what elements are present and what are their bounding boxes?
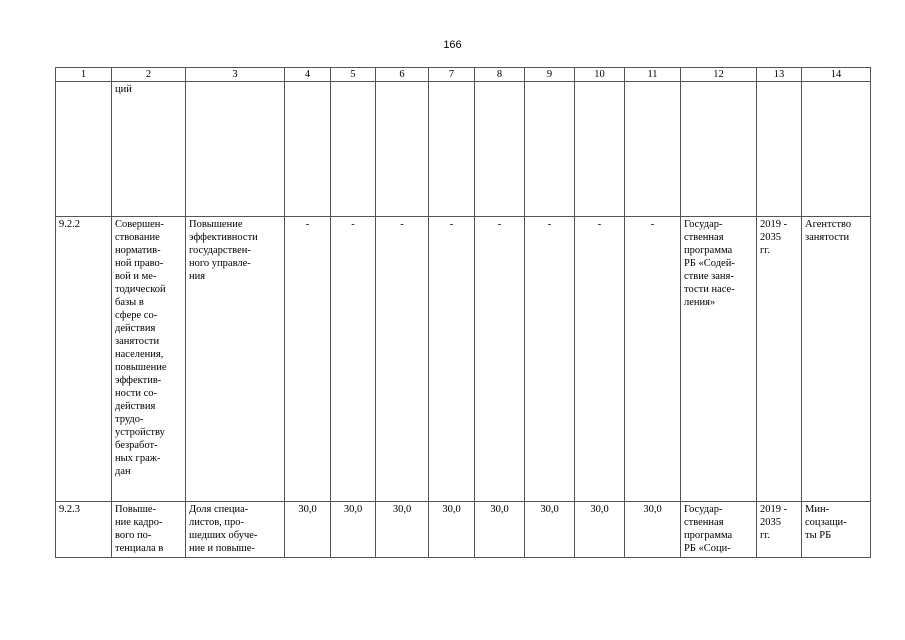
table-cell: 30,0 (625, 502, 681, 558)
table-row (56, 217, 871, 502)
table-cell (757, 82, 802, 217)
table-cell: Повыше- ние кадро- вого по- тенциала в (112, 502, 186, 558)
column-header-9: 9 (525, 68, 575, 82)
table-cell: Совершен- ствование норматив- ной право- вой и ме- тодической базы в сфере со- действия занятости населения, повышение эффектив- ности со- действия трудо- устройству безработ- ных граж- дан (112, 217, 186, 502)
table-cell: Государ- ственная программа РБ «Содей- ствие заня- тости насе- ления» (681, 217, 757, 502)
table-cell: - (475, 217, 525, 502)
table-cell: 30,0 (376, 502, 429, 558)
table-cell: Мин- соцзащи- ты РБ (802, 502, 871, 558)
column-header-14: 14 (802, 68, 871, 82)
table-cell: - (429, 217, 475, 502)
table-cell: 2019 - 2035 гг. (757, 217, 802, 502)
table-cell (681, 82, 757, 217)
table-cell: Агентство занятости (802, 217, 871, 502)
table-cell (525, 82, 575, 217)
table-cell: Повышение эффективности государствен- ного управле- ния (186, 217, 285, 502)
table-row (56, 82, 871, 217)
table-cell: 9.2.2 (56, 217, 112, 502)
page-number: 166 (443, 39, 462, 51)
table-cell (186, 82, 285, 217)
data-table (55, 67, 871, 558)
table-cell: ций (112, 82, 186, 217)
table-cell (575, 82, 625, 217)
table-cell: 30,0 (525, 502, 575, 558)
table-cell: 30,0 (475, 502, 525, 558)
table-cell: - (376, 217, 429, 502)
table-cell: - (575, 217, 625, 502)
column-header-6: 6 (376, 68, 429, 82)
column-header-1: 1 (56, 68, 112, 82)
table-cell (56, 82, 112, 217)
table-cell: - (285, 217, 331, 502)
table-cell (475, 82, 525, 217)
table-cell (625, 82, 681, 217)
column-header-11: 11 (625, 68, 681, 82)
table-cell: 30,0 (575, 502, 625, 558)
table-cell (429, 82, 475, 217)
table-cell (376, 82, 429, 217)
table-cell (802, 82, 871, 217)
table-cell: Доля специа- листов, про- шедших обуче- ние и повыше- (186, 502, 285, 558)
column-header-3: 3 (186, 68, 285, 82)
column-header-4: 4 (285, 68, 331, 82)
column-header-5: 5 (331, 68, 376, 82)
column-header-2: 2 (112, 68, 186, 82)
table-cell: - (525, 217, 575, 502)
table-cell (285, 82, 331, 217)
table-cell: 30,0 (331, 502, 376, 558)
table-cell (331, 82, 376, 217)
column-header-10: 10 (575, 68, 625, 82)
column-header-13: 13 (757, 68, 802, 82)
column-header-12: 12 (681, 68, 757, 82)
column-header-8: 8 (475, 68, 525, 82)
table-cell: - (331, 217, 376, 502)
header-row (56, 68, 871, 82)
table-cell: 30,0 (285, 502, 331, 558)
table-row (56, 502, 871, 558)
column-header-7: 7 (429, 68, 475, 82)
table-cell: 2019 - 2035 гг. (757, 502, 802, 558)
table-cell: Государ- ственная программа РБ «Соци- (681, 502, 757, 558)
table-cell: 30,0 (429, 502, 475, 558)
table-cell: - (625, 217, 681, 502)
table-cell: 9.2.3 (56, 502, 112, 558)
